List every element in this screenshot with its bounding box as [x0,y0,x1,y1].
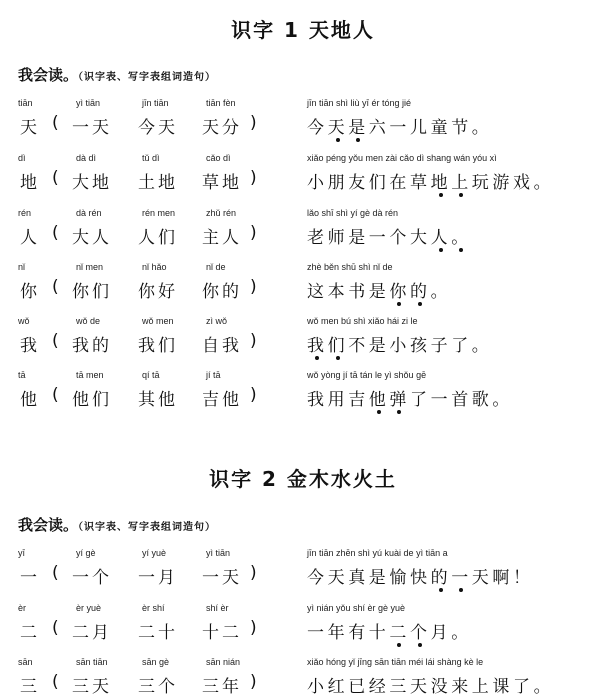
sentence: 一年有十二个月。 [307,623,472,643]
word: 你好 [138,282,178,302]
word-pinyin: tǔ dì [142,153,160,163]
paren-close: ) [250,618,257,638]
character: 他 [20,390,37,410]
read-heading [18,514,216,535]
word: 一个 [72,568,112,588]
word-pinyin: rén men [142,208,176,218]
emphasis-dot [377,410,381,414]
emphasis-dot [397,302,401,306]
emphasis-dot [397,410,401,414]
sentence: 我用吉他弹了一首歌。 [307,390,513,410]
word: 土地 [138,173,178,193]
character: 你 [20,282,37,302]
word-pinyin: nǐ de [206,262,226,272]
paren-close: ) [250,385,257,405]
emphasis-dot [397,643,401,647]
word-pinyin: sān tiān [76,657,108,667]
word: 你的 [202,282,242,302]
sentence-pinyin: wǒ men bú shì xiǎo hái zi le [307,316,418,326]
lesson-title: 识字 1 天地人 [231,18,375,42]
word-pinyin: sān nián [206,657,241,667]
paren-open: ( [52,277,59,297]
sentence: 今天真是愉快的一天啊！ [307,568,534,588]
sentence: 今天是六一儿童节。 [307,118,493,138]
read-heading-note: （识字表、写字表组词造句） [78,522,217,533]
word-pinyin: dà rén [76,208,102,218]
lesson-title: 识字 2 金木水火土 [209,467,397,491]
word-pinyin: tā men [76,370,104,380]
read-heading-main: 我会读。 [18,516,79,534]
word: 自我 [202,336,242,356]
emphasis-dot [418,643,422,647]
word-pinyin: èr yuè [76,603,102,613]
word-pinyin: jīn tiān [142,98,169,108]
paren-close: ) [250,113,257,133]
character-pinyin: èr [18,603,27,613]
sentence: 小朋友们在草地上玩游戏。 [307,173,555,193]
sentence-pinyin: jīn tiān zhēn shì yú kuài de yì tiān a [307,548,448,558]
word-pinyin: wǒ de [76,316,101,326]
word-pinyin: nǐ men [76,262,104,272]
word-pinyin: yì tiān [76,98,101,108]
paren-close: ) [250,168,257,188]
word: 二十 [138,623,178,643]
word: 三年 [202,677,242,697]
word: 吉他 [202,390,242,410]
word: 我的 [72,336,112,356]
word: 一天 [72,118,112,138]
word-pinyin: yì tiān [206,548,231,558]
paren-open: ( [52,168,59,188]
sentence: 小红已经三天没来上课了。 [307,677,555,697]
character: 天 [20,118,37,138]
emphasis-dot [356,138,360,142]
character-pinyin: tā [18,370,26,380]
word-pinyin: èr shí [142,603,165,613]
character: 地 [20,173,37,193]
word: 二月 [72,623,112,643]
character: 一 [20,568,37,588]
paren-close: ) [250,672,257,692]
emphasis-dot [315,356,319,360]
character: 人 [20,228,37,248]
sentence: 我们不是小孩子了。 [307,336,493,356]
character-pinyin: nǐ [18,262,26,272]
paren-open: ( [52,563,59,583]
emphasis-dot [459,193,463,197]
character: 三 [20,677,37,697]
sentence-pinyin: lǎo shī shì yí gè dà rén [307,208,399,218]
sentence: 老师是一个大人。 [307,228,472,248]
sentence-pinyin: yì nián yǒu shí èr gè yuè [307,603,406,613]
sentence-pinyin: wǒ yòng jí tā tán le yì shǒu gē [307,370,427,380]
word-pinyin: nǐ hǎo [142,262,167,272]
emphasis-dot [336,356,340,360]
emphasis-dot [439,248,443,252]
word: 其他 [138,390,178,410]
paren-open: ( [52,385,59,405]
paren-open: ( [52,223,59,243]
word-pinyin: zhǔ rén [206,208,237,218]
character-pinyin: sān [18,657,33,667]
emphasis-dot [459,588,463,592]
word: 一月 [138,568,178,588]
word-pinyin: qí tā [142,370,160,380]
word-pinyin: wǒ men [142,316,174,326]
word: 大人 [72,228,112,248]
paren-open: ( [52,113,59,133]
sentence-pinyin: xiǎo péng yǒu men zài cǎo dì shang wán yóu xì [307,153,497,163]
sentence-pinyin: xiǎo hóng yǐ jīng sān tiān méi lái shàng kè le [307,657,484,667]
word: 他们 [72,390,112,410]
paren-close: ) [250,331,257,351]
word: 大地 [72,173,112,193]
word-pinyin: sān gè [142,657,170,667]
word: 草地 [202,173,242,193]
word: 天分 [202,118,242,138]
word: 一天 [202,568,242,588]
paren-close: ) [250,223,257,243]
word-pinyin: jí tā [206,370,221,380]
word-pinyin: zì wǒ [206,316,228,326]
read-heading-main: 我会读。 [18,66,79,84]
paren-open: ( [52,331,59,351]
character-pinyin: wǒ [18,316,30,326]
read-heading [18,64,216,85]
character-pinyin: rén [18,208,32,218]
sentence-pinyin: jīn tiān shì liù yī ér tóng jié [307,98,412,108]
word: 你们 [72,282,112,302]
paren-open: ( [52,618,59,638]
word-pinyin: dà dì [76,153,97,163]
word-pinyin: yí gè [76,548,96,558]
read-heading-note: （识字表、写字表组词造句） [78,72,217,83]
word: 今天 [138,118,178,138]
character: 我 [20,336,37,356]
character: 二 [20,623,37,643]
paren-close: ) [250,277,257,297]
emphasis-dot [418,302,422,306]
sentence: 这本书是你的。 [307,282,452,302]
word: 十二 [202,623,242,643]
character-pinyin: tiān [18,98,33,108]
word-pinyin: cǎo dì [206,153,231,163]
emphasis-dot [439,193,443,197]
word: 人们 [138,228,178,248]
emphasis-dot [459,248,463,252]
sentence-pinyin: zhè běn shū shì nǐ de [307,262,393,272]
paren-open: ( [52,672,59,692]
emphasis-dot [439,588,443,592]
word: 主人 [202,228,242,248]
word-pinyin: shí èr [206,603,229,613]
emphasis-dot [336,138,340,142]
word: 三个 [138,677,178,697]
word-pinyin: yí yuè [142,548,167,558]
character-pinyin: yī [18,548,26,558]
word: 三天 [72,677,112,697]
word-pinyin: tiān fèn [206,98,236,108]
paren-close: ) [250,563,257,583]
character-pinyin: dì [18,153,26,163]
word: 我们 [138,336,178,356]
